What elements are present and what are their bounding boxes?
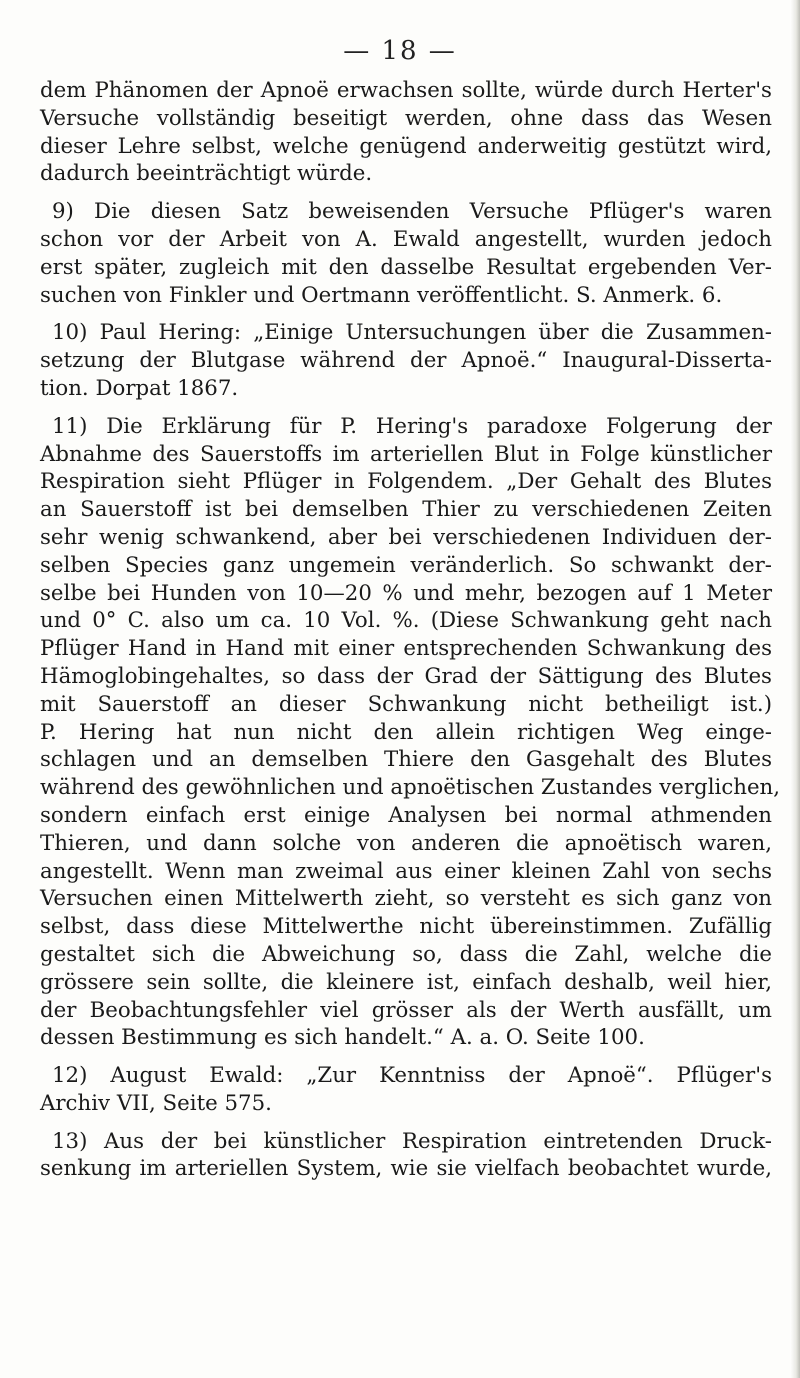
paragraph-continuation [40,77,772,188]
note-9 [40,198,772,309]
page-edge-shadow [790,0,800,1378]
text-line: 10) Paul Hering: „Einige Untersuchungen über die Zusammen- [52,320,772,346]
text-line: dadurch beeinträchtigt würde. [40,161,373,187]
text-line: grössere sein sollte, die kleinere ist, einfach deshalb, weil hier, [40,969,772,995]
text-line: schlagen und an demselben Thiere den Gasgehalt des Blutes [40,747,772,773]
text-line: 12) August Ewald: „Zur Kenntniss der Apnoë“. Pflüger's [52,1063,772,1089]
text-line: gestaltet sich die Abweichung so, dass die Zahl, welche die [40,941,772,967]
text-line: der Beobachtungsfehler viel grösser als der Werth ausfällt, um [40,997,772,1023]
text-line: Thieren, und dann solche von anderen die apnoëtisch waren, [40,830,772,856]
text-line: senkung im arteriellen System, wie sie vielfach beobachtet wurde, [40,1156,772,1182]
text-line: Abnahme des Sauerstoffs im arteriellen Blut in Folge künstlicher [40,441,772,467]
text-line: während des gewöhnlichen und apnoëtischen Zustandes verglichen, [40,775,781,801]
note-12 [40,1062,772,1118]
text-line: schon vor der Arbeit von A. Ewald angestellt, wurden jedoch [40,226,772,252]
text-line: Versuche vollständig beseitigt werden, ohne dass das Wesen [40,105,772,131]
text-line: an Sauerstoff ist bei demselben Thier zu verschiedenen Zeiten [40,497,772,523]
text-line: angestellt. Wenn man zweimal aus einer kleinen Zahl von sechs [40,858,772,884]
note-11 [40,413,781,1052]
text-line: suchen von Finkler und Oertmann veröffentlicht. S. Anmerk. 6. [40,282,723,308]
text-line: 9) Die diesen Satz beweisenden Versuche Pflüger's waren [52,199,772,225]
text-line: setzung der Blutgase während der Apnoë.“ Inaugural-Disserta- [40,348,772,374]
note-10 [40,319,772,402]
text-line: und 0° C. also um ca. 10 Vol. %. (Diese Schwankung geht nach [40,608,772,634]
text-line: Respiration sieht Pflüger in Folgendem. „Der Gehalt des Blutes [40,469,772,495]
text-line: sehr wenig schwankend, aber bei verschiedenen Individuen der- [40,524,772,550]
text-line: 11) Die Erklärung für P. Hering's paradoxe Folgerung der [52,413,772,439]
text-line: dem Phänomen der Apnoë erwachsen sollte, würde durch Herter's [40,78,772,103]
text-line: selbe bei Hunden von 10—20 % und mehr, bezogen auf 1 Meter [40,580,772,606]
text-line: Versuchen einen Mittelwerth zieht, so versteht es sich ganz von [40,886,772,912]
text-line: mit Sauerstoff an dieser Schwankung nicht betheiligt ist.) [40,691,772,717]
body-text [40,77,781,1183]
text-line: P. Hering hat nun nicht den allein richtigen Weg einge- [40,719,772,745]
note-13 [40,1128,772,1184]
text-line: Hämoglobingehaltes, so dass der Grad der Sättigung des Blutes [40,663,772,689]
page-number: — 18 — [343,36,457,66]
text-line: tion. Dorpat 1867. [40,375,239,401]
text-line: sondern einfach erst einige Analysen bei normal athmenden [40,802,772,828]
text-line: selbst, dass diese Mittelwerthe nicht übereinstimmen. Zufällig [40,914,772,940]
text-line: dessen Bestimmung es sich handelt.“ A. a. O. Seite 100. [40,1025,645,1051]
text-line: 13) Aus der bei künstlicher Respiration eintretenden Druck- [52,1128,772,1154]
text-line: Archiv VII, Seite 575. [40,1090,272,1116]
text-line: selben Species ganz ungemein veränderlich. So schwankt der- [40,552,772,578]
text-line: dieser Lehre selbst, welche genügend anderweitig gestützt wird, [40,133,772,159]
text-line: erst später, zugleich mit den dasselbe Resultat ergebenden Ver- [40,254,772,280]
text-line: Pflüger Hand in Hand mit einer entsprechenden Schwankung des [40,636,772,662]
